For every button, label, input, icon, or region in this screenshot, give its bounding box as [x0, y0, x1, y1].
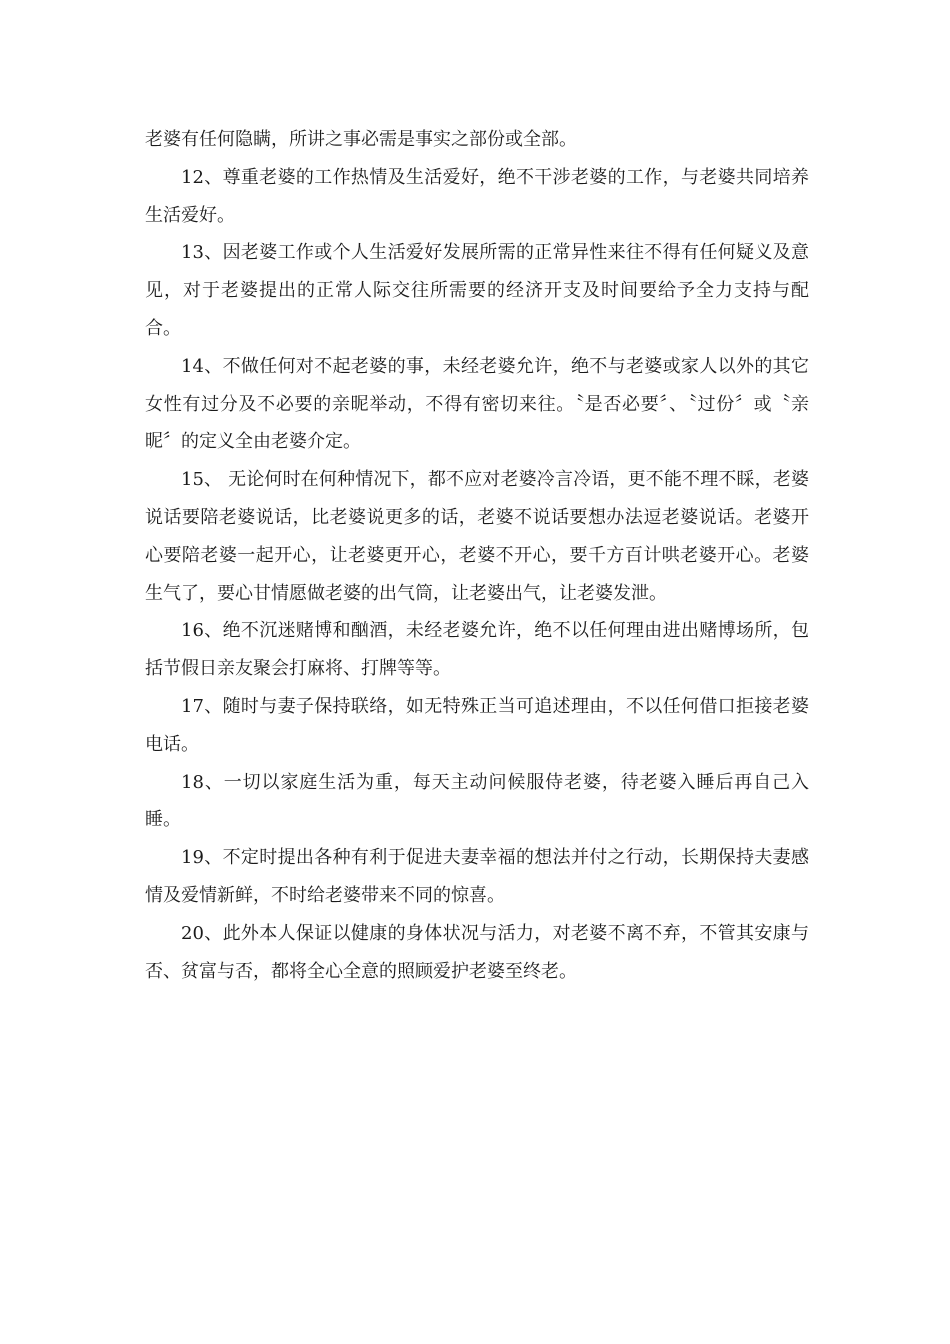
- paragraph-item-16: 16、绝不沉迷赌博和酗酒，未经老婆允许，绝不以任何理由进出赌博场所，包括节假日亲友聚会打麻将、打牌等等。: [145, 620, 809, 680]
- paragraph-item-20: 20、此外本人保证以健康的身体状况与活力，对老婆不离不弃，不管其安康与否、贫富与否，都将全心全意的照顾爱护老婆至终老。: [145, 922, 809, 982]
- paragraph-item-13: 13、因老婆工作或个人生活爱好发展所需的正常异性来往不得有任何疑义及意见，对于老婆提出的正常人际交往所需要的经济开支及时间要给予全力支持与配合。: [145, 242, 809, 339]
- paragraph-item-18: 18、一切以家庭生活为重，每天主动问候服侍老婆，待老婆入睡后再自己入睡。: [145, 771, 809, 831]
- paragraph-item-15: 15、 无论何时在何种情况下，都不应对老婆冷言冷语，更不能不理不睬，老婆说话要陪老婆说话，比老婆说更多的话，老婆不说话要想办法逗老婆说话。老婆开心要陪老婆一起开心，让老婆更开心，老婆不开心，要千方百计哄老婆开心。老婆生气了，要心甘情愿做老婆的出气筒，让老婆出气，让老婆发泄。: [145, 469, 809, 604]
- paragraph-item-17: 17、随时与妻子保持联络，如无特殊正当可追述理由，不以任何借口拒接老婆电话。: [145, 695, 809, 755]
- paragraph-item-14: 14、不做任何对不起老婆的事，未经老婆允许，绝不与老婆或家人以外的其它女性有过分及不必要的亲昵举动，不得有密切来往。〝是否必要〞、〝过份〞或〝亲昵〞的定义全由老婆介定。: [145, 355, 809, 453]
- paragraph-continuation: 老婆有任何隐瞒，所讲之事必需是事实之部份或全部。: [145, 129, 577, 150]
- document-body: [145, 121, 809, 990]
- paragraph-item-12: 12、尊重老婆的工作热情及生活爱好，绝不干涉老婆的工作，与老婆共同培养生活爱好。: [145, 166, 809, 226]
- paragraph-item-19: 19、不定时提出各种有利于促进夫妻幸福的想法并付之行动，长期保持夫妻感情及爱情新鲜，不时给老婆带来不同的惊喜。: [145, 847, 809, 906]
